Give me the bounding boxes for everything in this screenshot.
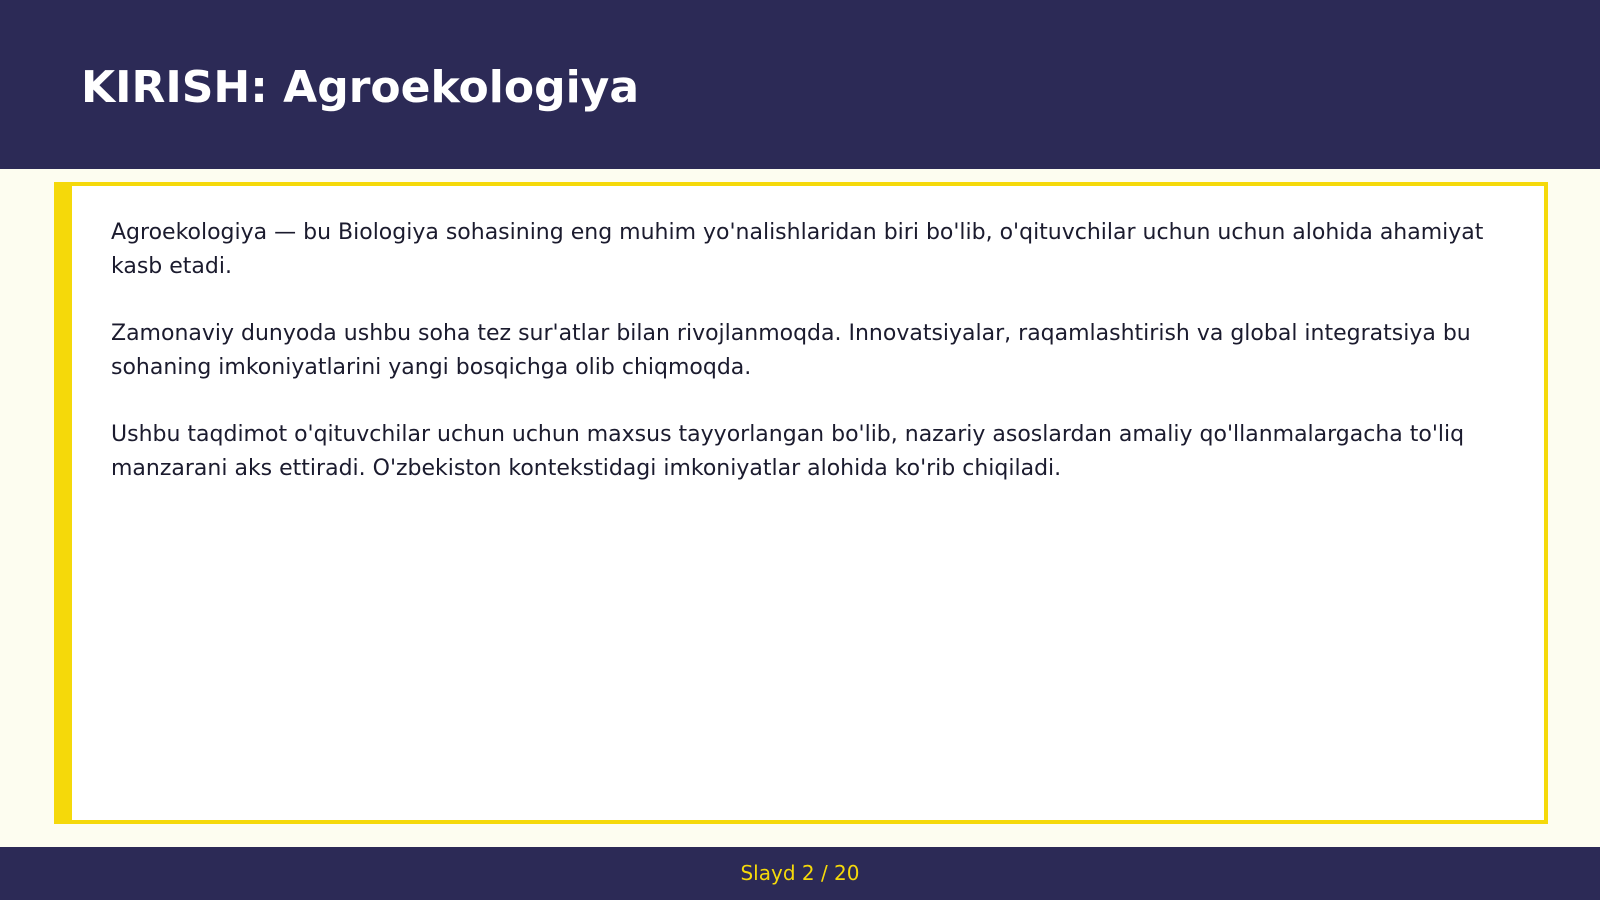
content-text-area	[111, 216, 1501, 519]
content-box	[54, 182, 1548, 824]
slide-title: KIRISH: Agroekologiya	[81, 62, 640, 113]
content-paragraph-3: Ushbu taqdimot o'qituvchilar uchun uchun maxsus tayyorlangan bo'lib, nazariy asoslardan amaliy qo'llanmalargacha to'liq manzarani aks ettiradi. O'zbekiston kontekstidagi imkoniyatlar alohida ko'rib chiqiladi.	[111, 422, 1465, 481]
slide-footer	[0, 847, 1600, 900]
content-paragraph-1: Agroekologiya — bu Biologiya sohasining eng muhim yo'nalishlaridan biri bo'lib, o'qituvchilar uchun uchun alohida ahamiyat kasb etadi.	[111, 220, 1484, 279]
slide-number: Slayd 2 / 20	[740, 861, 860, 885]
slide-header	[0, 0, 1600, 169]
content-paragraph-2: Zamonaviy dunyoda ushbu soha tez sur'atlar bilan rivojlanmoqda. Innovatsiyalar, raqamlashtirish va global integratsiya bu sohaning imkoniyatlarini yangi bosqichga olib chiqmoqda.	[111, 321, 1471, 380]
